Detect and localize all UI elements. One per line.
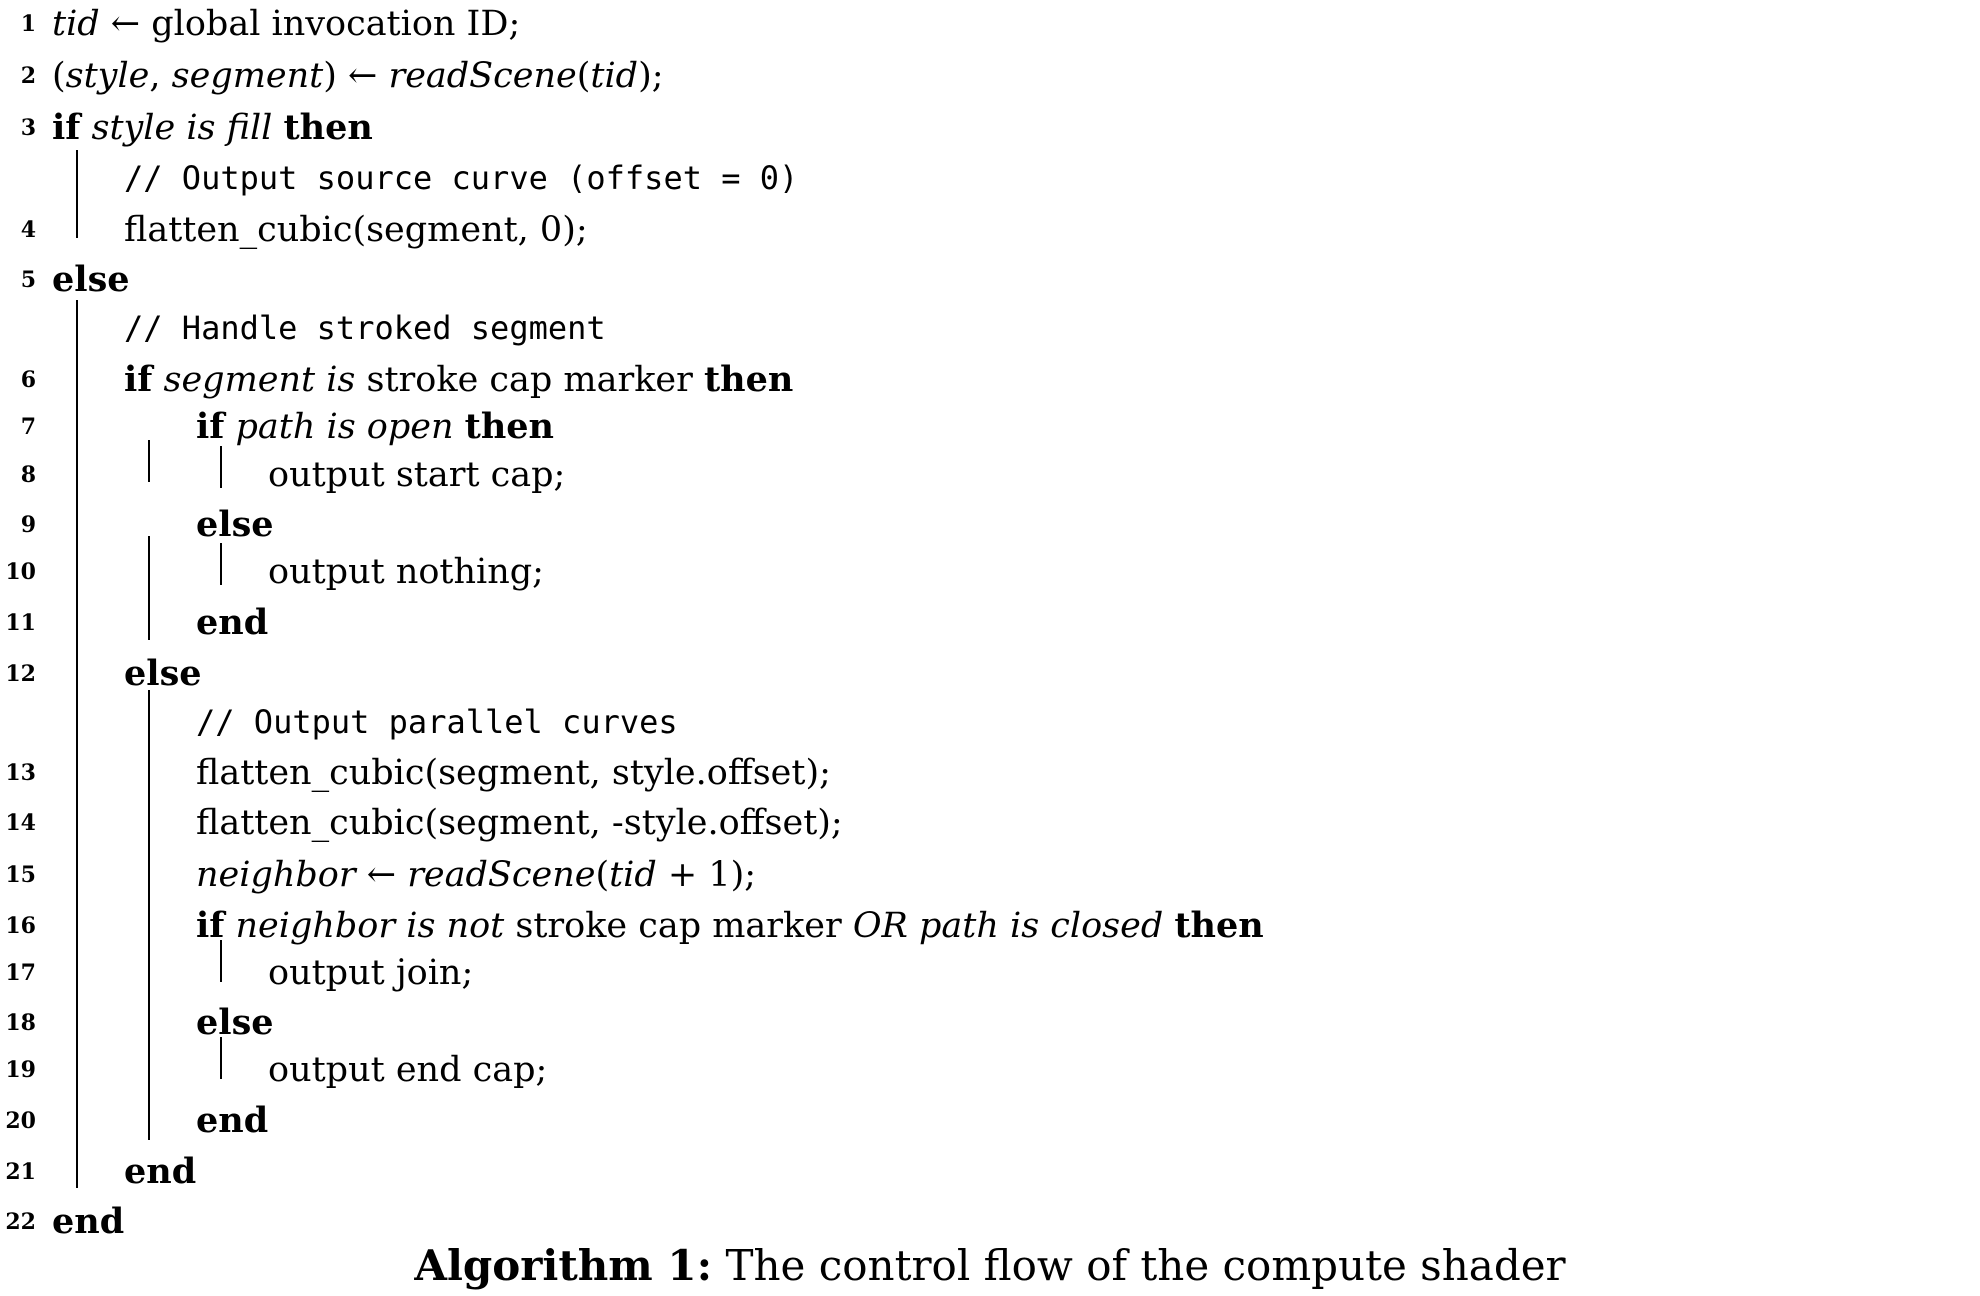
fn-readscene: readScene xyxy=(388,56,577,96)
block-bar xyxy=(148,440,150,482)
var-tid: tid xyxy=(609,855,657,895)
line-number: 21 xyxy=(5,1159,36,1185)
var-tid: tid xyxy=(590,56,639,96)
line-text: stroke cap marker xyxy=(515,906,842,946)
block-bar xyxy=(76,150,78,238)
line-end: ); xyxy=(638,56,664,96)
line-7 xyxy=(196,405,554,449)
line-number: 14 xyxy=(5,810,36,836)
keyword-else: else xyxy=(52,259,130,300)
comma: , xyxy=(149,56,172,96)
condition: OR path is closed xyxy=(852,906,1164,946)
keyword-end: end xyxy=(196,602,269,643)
line-number: 7 xyxy=(20,414,36,440)
line-number: 4 xyxy=(20,217,36,243)
keyword-end: end xyxy=(124,1151,197,1192)
plus-one: + 1 xyxy=(656,855,731,895)
word-is-not: is not xyxy=(406,906,505,946)
caption-label: Algorithm 1: xyxy=(414,1241,713,1290)
line-text: stroke cap marker xyxy=(366,360,693,400)
comment: // Handle stroked segment xyxy=(124,309,606,347)
line-3 xyxy=(52,106,373,150)
block-bar xyxy=(148,690,150,1140)
algorithm-caption xyxy=(0,1240,1980,1292)
condition: style is fill xyxy=(91,108,273,148)
line-number: 18 xyxy=(5,1010,36,1036)
line-number: 11 xyxy=(5,610,36,636)
keyword-then: then xyxy=(283,107,373,148)
keyword-if: if xyxy=(124,359,153,400)
line-19: output end cap; xyxy=(268,1050,548,1090)
line-number: 9 xyxy=(20,512,36,538)
block-bar xyxy=(220,446,222,488)
var-segment: segment xyxy=(163,360,316,400)
line-number: 19 xyxy=(5,1057,36,1083)
assign-arrow: ← xyxy=(99,4,152,44)
keyword-else: else xyxy=(196,1002,274,1043)
var-segment: segment xyxy=(171,56,324,96)
assign-arrow: ← xyxy=(355,855,408,895)
line-number: 17 xyxy=(5,960,36,986)
line-8: output start cap; xyxy=(268,455,566,495)
line-9 xyxy=(196,503,274,547)
line-20 xyxy=(196,1099,268,1143)
keyword-else: else xyxy=(196,504,274,545)
line-number: 2 xyxy=(20,63,36,89)
line-5 xyxy=(52,258,130,302)
line-text: global invocation ID; xyxy=(151,4,521,44)
line-number: 15 xyxy=(5,862,36,888)
line-12 xyxy=(124,652,202,696)
line-number: 8 xyxy=(20,462,36,488)
line-14: flatten_cubic(segment, -style.offset); xyxy=(196,803,843,843)
keyword-if: if xyxy=(52,107,81,148)
line-number: 12 xyxy=(5,661,36,687)
condition: path is open xyxy=(235,407,454,447)
line-end: ); xyxy=(730,855,757,895)
line-10: output nothing; xyxy=(268,552,544,592)
keyword-then: then xyxy=(464,406,554,447)
word-is: is xyxy=(326,360,356,400)
paren: ( xyxy=(595,855,610,895)
line-number: 16 xyxy=(5,913,36,939)
comment: // Output source curve (offset = 0) xyxy=(124,159,799,197)
line-number: 10 xyxy=(5,559,36,585)
line-number: 3 xyxy=(20,115,36,141)
keyword-if: if xyxy=(196,905,225,946)
paren: ( xyxy=(52,56,66,96)
fn-readscene: readScene xyxy=(407,855,596,895)
line-17: output join; xyxy=(268,953,474,993)
line-number: 6 xyxy=(20,367,36,393)
line-15 xyxy=(196,853,756,897)
block-bar xyxy=(220,543,222,585)
keyword-end: end xyxy=(52,1201,125,1242)
line-11 xyxy=(196,601,268,645)
line-number: 22 xyxy=(5,1209,36,1235)
var-tid: tid xyxy=(52,4,100,44)
line-13: flatten_cubic(segment, style.offset); xyxy=(196,753,831,793)
var-neighbor: neighbor xyxy=(196,855,356,895)
var-neighbor: neighbor xyxy=(235,906,396,946)
line-number: 5 xyxy=(20,267,36,293)
line-16 xyxy=(196,904,1264,948)
line-22 xyxy=(52,1200,124,1244)
paren: ) xyxy=(323,56,337,96)
block-bar xyxy=(148,536,150,640)
paren: ( xyxy=(576,56,591,96)
comment: // Output parallel curves xyxy=(196,703,678,741)
line-6 xyxy=(124,358,793,402)
line-18 xyxy=(196,1001,274,1045)
var-style: style xyxy=(65,56,150,96)
keyword-then: then xyxy=(704,359,794,400)
line-21 xyxy=(124,1150,196,1194)
line-number: 1 xyxy=(20,11,36,37)
keyword-else: else xyxy=(124,653,202,694)
line-1 xyxy=(52,2,520,46)
line-number: 13 xyxy=(5,760,36,786)
line-4: flatten_cubic(segment, 0); xyxy=(124,210,588,250)
keyword-if: if xyxy=(196,406,225,447)
caption-text: The control flow of the compute shader xyxy=(725,1241,1566,1290)
assign-arrow: ← xyxy=(336,56,389,96)
block-bar xyxy=(76,300,78,1188)
line-number: 20 xyxy=(5,1108,36,1134)
line-2 xyxy=(52,54,664,98)
keyword-then: then xyxy=(1174,905,1264,946)
keyword-end: end xyxy=(196,1100,269,1141)
